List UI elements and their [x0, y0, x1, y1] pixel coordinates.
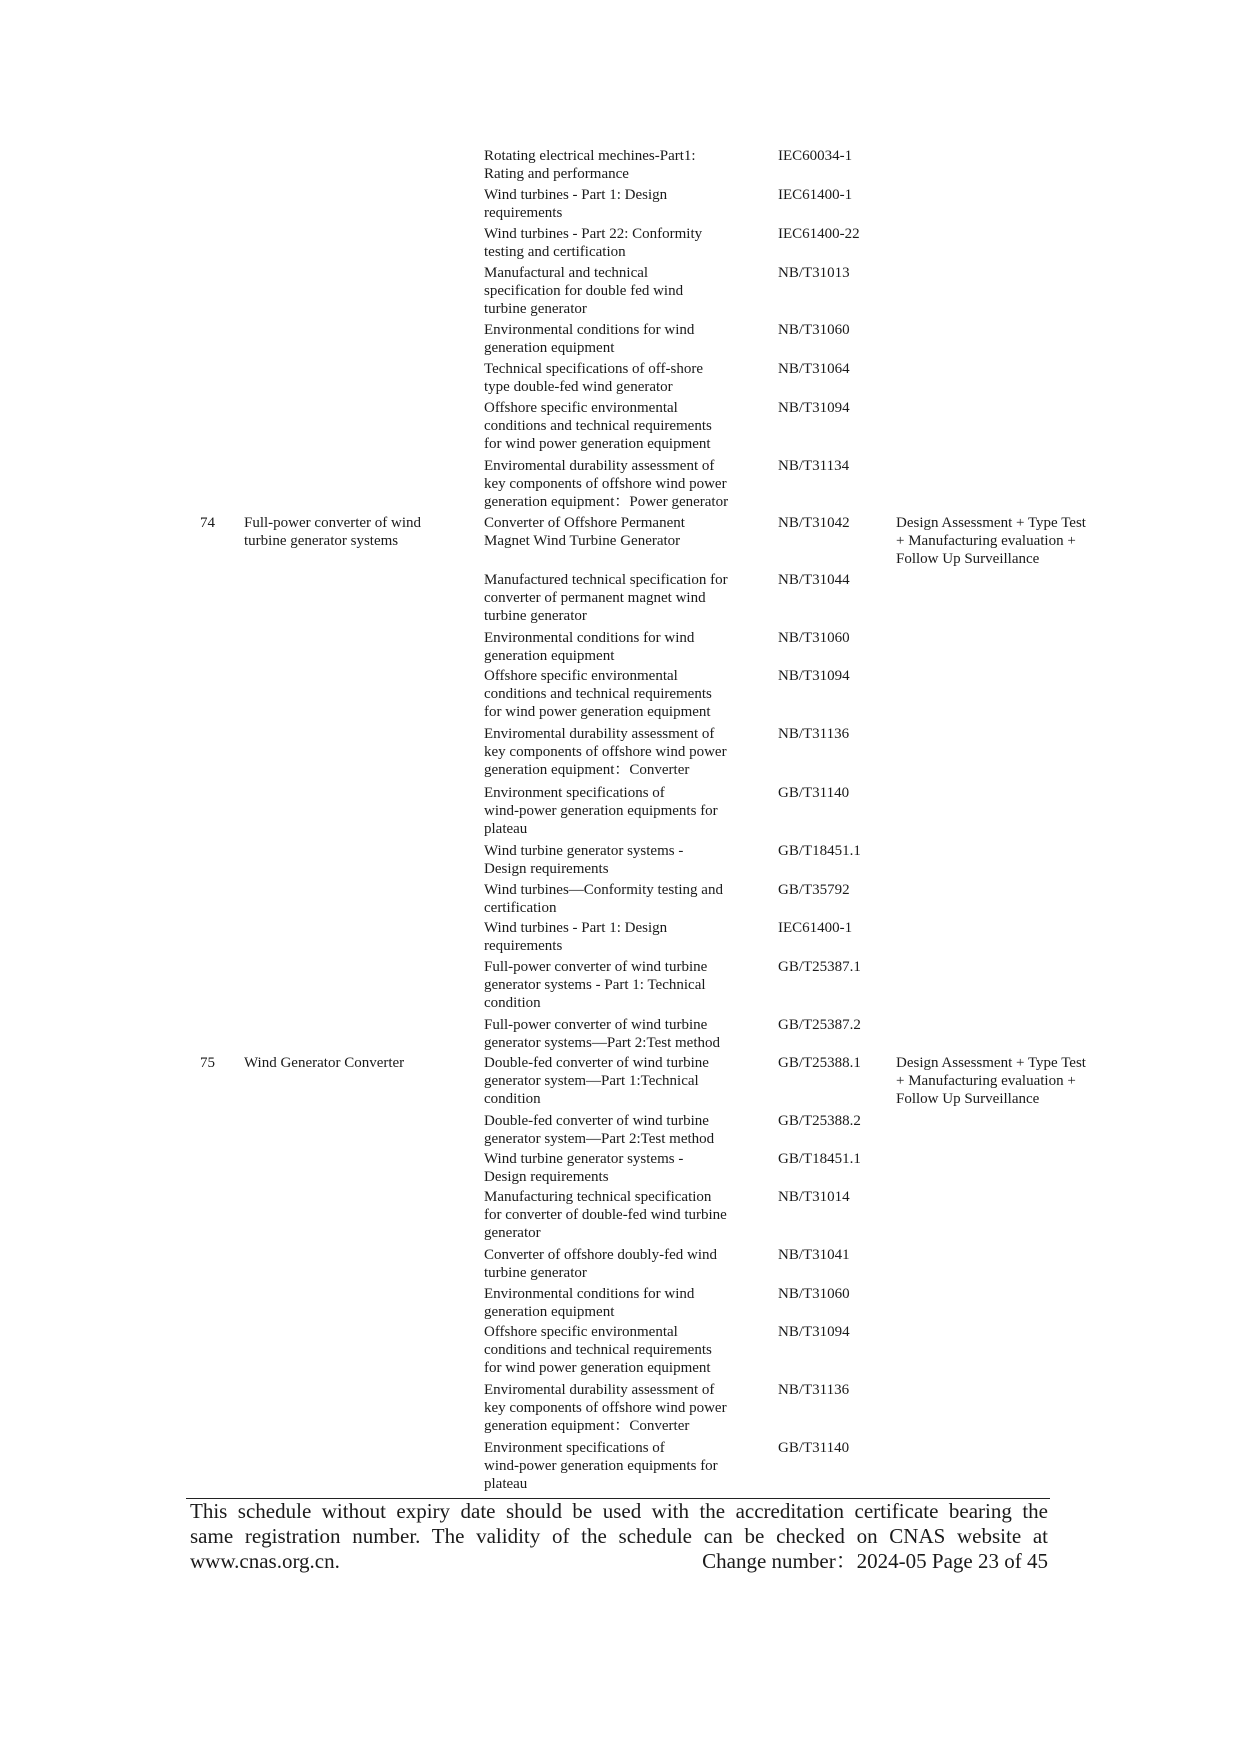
standard-title: Double-fed converter of wind turbine generator system—Part 2:Test method [484, 1113, 715, 1147]
standard-title: Enviromental durability assessment of key components of offshore wind power generation equipment：Power generator [484, 458, 729, 510]
standard-title: Offshore specific environmental conditions and technical requirements for wind power generation equipment [484, 668, 712, 720]
standard-code: NB/T31094 [778, 668, 850, 684]
standard-code: GB/T31140 [778, 1440, 850, 1456]
standard-code: GB/T18451.1 [778, 1151, 861, 1167]
row-number: 75 [200, 1055, 215, 1071]
footer-change-number: Change number：2024-05 Page 23 of 45 [702, 1549, 1048, 1573]
standard-title: Rotating electrical mechines-Part1: Rating and performance [484, 148, 696, 182]
standard-code: GB/T18451.1 [778, 843, 861, 859]
standard-code: IEC60034-1 [778, 148, 853, 164]
standard-title: Full-power converter of wind turbine generator systems—Part 2:Test method [484, 1017, 720, 1051]
standard-title: Manufactural and technical specification for double fed wind turbine generator [484, 265, 684, 317]
standard-title: Environment specifications of wind-power generation equipments for plateau [484, 1440, 718, 1492]
standard-code: NB/T31044 [778, 572, 850, 588]
standard-code: GB/T35792 [778, 882, 850, 898]
standard-title: Wind turbine generator systems - Design requirements [484, 1151, 684, 1185]
standard-title: Offshore specific environmental conditions and technical requirements for wind power generation equipment [484, 400, 712, 452]
standard-code: IEC61400-1 [778, 187, 853, 203]
standard-title: Environmental conditions for wind generation equipment [484, 322, 695, 356]
standard-title: Wind turbines—Conformity testing and certification [484, 882, 723, 916]
standard-title: Wind turbines - Part 1: Design requirements [484, 920, 668, 954]
standard-title: Converter of offshore doubly-fed wind turbine generator [484, 1247, 717, 1281]
standard-title: Offshore specific environmental conditions and technical requirements for wind power generation equipment [484, 1324, 712, 1376]
standard-title: Environmental conditions for wind generation equipment [484, 630, 695, 664]
standard-code: NB/T31134 [778, 458, 850, 474]
standard-code: NB/T31060 [778, 630, 850, 646]
standard-code: IEC61400-22 [778, 226, 860, 242]
standard-code: NB/T31014 [778, 1189, 850, 1205]
standard-title: Environmental conditions for wind generation equipment [484, 1286, 695, 1320]
footer-note [190, 1499, 1048, 1574]
product-name: Wind Generator Converter [244, 1055, 405, 1071]
standard-title: Wind turbine generator systems - Design requirements [484, 843, 684, 877]
standard-title: Technical specifications of off-shore type double-fed wind generator [484, 361, 704, 395]
standard-title: Wind turbines - Part 22: Conformity testing and certification [484, 226, 703, 260]
standard-code: GB/T25388.1 [778, 1055, 861, 1071]
footer-website: www.cnas.org.cn. [190, 1549, 340, 1573]
standard-code: GB/T25387.1 [778, 959, 861, 975]
standard-title: Converter of Offshore Permanent Magnet Wind Turbine Generator [484, 515, 685, 549]
footer-line-3 [190, 1549, 1048, 1574]
standard-title: Environment specifications of wind-power generation equipments for plateau [484, 785, 718, 837]
standard-code: NB/T31094 [778, 1324, 850, 1340]
standard-code: GB/T31140 [778, 785, 850, 801]
standard-code: NB/T31042 [778, 515, 850, 531]
footer-line-2: same registration number. The validity of the schedule can be checked on CNAS website at [190, 1524, 1048, 1548]
standard-title: Manufactured technical specification for converter of permanent magnet wind turbine generator [484, 572, 728, 624]
standard-code: NB/T31136 [778, 1382, 850, 1398]
standard-title: Double-fed converter of wind turbine generator system—Part 1:Technical condition [484, 1055, 709, 1107]
standard-title: Enviromental durability assessment of key components of offshore wind power generation equipment：Converter [484, 726, 727, 778]
standard-title: Enviromental durability assessment of key components of offshore wind power generation equipment：Converter [484, 1382, 727, 1434]
standard-code: IEC61400-1 [778, 920, 853, 936]
product-name: Full-power converter of wind turbine generator systems [244, 515, 422, 549]
standard-title: Manufacturing technical specification for converter of double-fed wind turbine generator [484, 1189, 727, 1241]
standard-title: Full-power converter of wind turbine generator systems - Part 1: Technical condition [484, 959, 708, 1011]
standard-code: NB/T31060 [778, 1286, 850, 1302]
standard-code: GB/T25388.2 [778, 1113, 861, 1129]
standard-code: NB/T31136 [778, 726, 850, 742]
standard-title: Wind turbines - Part 1: Design requirements [484, 187, 668, 221]
standard-code: NB/T31060 [778, 322, 850, 338]
row-number: 74 [200, 515, 215, 531]
certification-scope: Design Assessment + Type Test + Manufacturing evaluation + Follow Up Surveillance [896, 515, 1086, 567]
certification-scope: Design Assessment + Type Test + Manufacturing evaluation + Follow Up Surveillance [896, 1055, 1086, 1107]
standard-code: NB/T31094 [778, 400, 850, 416]
footer-line-1: This schedule without expiry date should be used with the accreditation certificate bearing the [190, 1499, 1048, 1523]
standard-code: NB/T31041 [778, 1247, 850, 1263]
standard-code: NB/T31013 [778, 265, 850, 281]
standard-code: NB/T31064 [778, 361, 850, 377]
standard-code: GB/T25387.2 [778, 1017, 861, 1033]
